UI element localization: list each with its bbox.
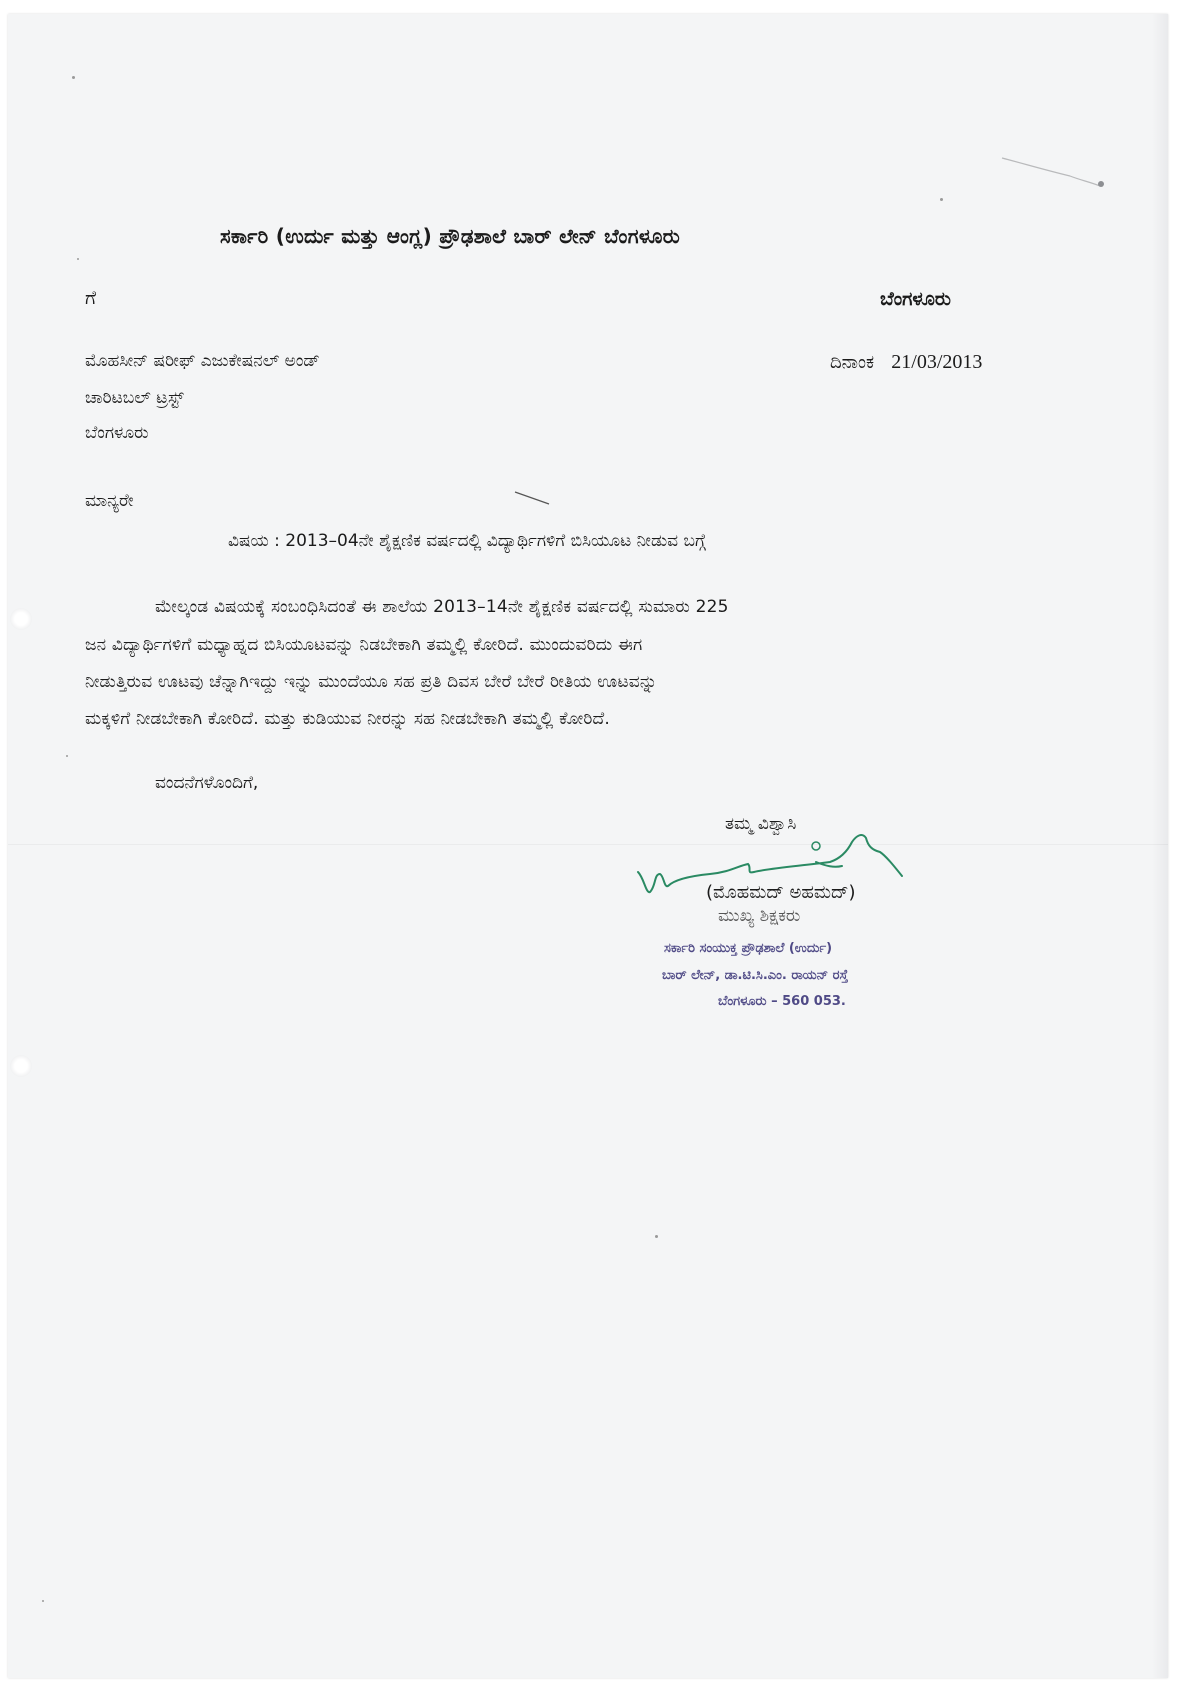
school-stamp-line: ಬಾರ್ ಲೇನ್, ಡಾ.ಟಿ.ಸಿ.ಎಂ. ರಾಯನ್ ರಸ್ತೆ <box>662 968 849 983</box>
yours-faithfully: ತಮ್ಮ ವಿಶ್ವಾಸಿ <box>725 814 797 834</box>
date-separator <box>880 352 886 373</box>
scan-speck <box>940 198 943 201</box>
recipient-line: ಮೊಹಸೀನ್ ಷರೀಫ್ ಎಜುಕೇಷನಲ್ ಅಂಡ್ <box>85 351 320 371</box>
scan-speck <box>72 76 75 79</box>
subject-line: ವಿಷಯ : 2013–04ನೇ ಶೈಕ್ಷಣಿಕ ವರ್ಷದಲ್ಲಿ ವಿದ್ಯಾರ್ಥಿಗಳಿಗೆ ಬಿಸಿಯೂಟ ನೀಡುವ ಬಗ್ಗೆ <box>228 531 706 551</box>
scan-speck <box>655 1235 658 1238</box>
stray-pen-mark <box>513 490 553 506</box>
date-label: ದಿನಾಂಕ <box>830 352 875 373</box>
signatory-name: (ಮೊಹಮದ್ ಅಹಮದ್) <box>706 882 856 903</box>
body-line: ಮೇಲ್ಕಂಡ ವಿಷಯಕ್ಕೆ ಸಂಬಂಧಿಸಿದಂತೆ ಈ ಶಾಲೆಯ 2013–14ನೇ ಶೈಕ್ಷಣಿಕ ವರ್ಷದಲ್ಲಿ ಸುಮಾರು 225 <box>155 597 729 617</box>
paper-scuff-mark <box>1000 150 1110 190</box>
body-line: ಮಕ್ಕಳಿಗೆ ನೀಡಬೇಕಾಗಿ ಕೋರಿದೆ. ಮತ್ತು ಕುಡಿಯುವ ನೀರನ್ನು ಸಹ ನೀಡಬೇಕಾಗಿ ತಮ್ಮಲ್ಲಿ ಕೋರಿದೆ. <box>85 709 611 729</box>
body-line: ನೀಡುತ್ತಿರುವ ಊಟವು ಚೆನ್ನಾಗಿಇದ್ದು ಇನ್ನು ಮುಂದೆಯೂ ಸಹ ಪ್ರತಿ ದಿವಸ ಬೇರೆ ಬೇರೆ ರೀತಿಯ ಊಟವನ್ನು <box>85 672 658 692</box>
salutation: ಮಾನ್ಯರೇ <box>85 491 134 511</box>
date-value: 21/03/2013 <box>891 351 983 373</box>
punch-hole <box>10 1055 32 1077</box>
scan-speck <box>77 258 79 260</box>
scan-speck <box>42 1600 44 1602</box>
sender-place: ಬೆಂಗಳೂರು <box>880 288 951 310</box>
to-label: ಗೆ <box>85 287 97 309</box>
paper-fold-line <box>8 844 1168 845</box>
school-stamp-line: ಸರ್ಕಾರಿ ಸಂಯುಕ್ತ ಪ್ರೌಢಶಾಲೆ (ಉರ್ದು) <box>664 941 833 956</box>
scan-speck <box>66 755 68 757</box>
school-stamp-line: ಬೆಂಗಳೂರು – 560 053. <box>718 994 846 1009</box>
signatory-title: ಮುಖ್ಯ ಶಿಕ್ಷಕರು <box>718 906 801 926</box>
paper-sheet <box>8 14 1168 1678</box>
recipient-line: ಚಾರಿಟಬಲ್ ಟ್ರಸ್ಟ್ <box>85 388 184 408</box>
punch-hole <box>10 608 32 630</box>
body-line: ಜನ ವಿದ್ಯಾರ್ಥಿಗಳಿಗೆ ಮಧ್ಯಾಹ್ನದ ಬಿಸಿಯೂಟವನ್ನು ನಿಡಬೇಕಾಗಿ ತಮ್ಮಲ್ಲಿ ಕೋರಿದೆ. ಮುಂದುವರಿದು ಈಗ <box>85 635 643 655</box>
paper-edge-shadow <box>1152 14 1168 1678</box>
recipient-line: ಬೆಂಗಳೂರು <box>85 423 149 443</box>
closing-line: ವಂದನೆಗಳೊಂದಿಗೆ, <box>155 773 259 793</box>
school-heading: ಸರ್ಕಾರಿ (ಉರ್ದು ಮತ್ತು ಆಂಗ್ಲ) ಪ್ರೌಢಶಾಲೆ ಬಾರ್ ಲೇನ್ ಬೆಂಗಳೂರು <box>220 224 680 248</box>
date-line <box>830 352 982 372</box>
